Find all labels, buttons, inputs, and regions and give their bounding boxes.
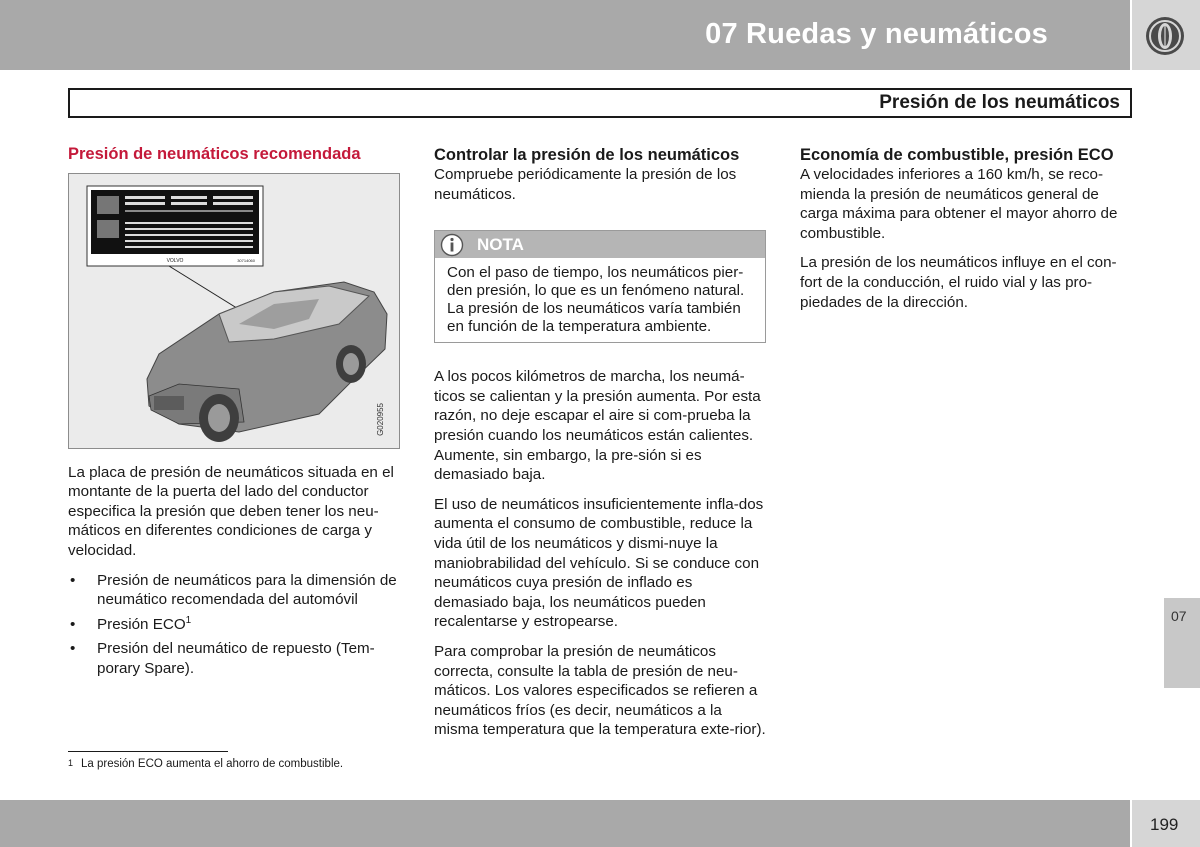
paragraph: A los pocos kilómetros de marcha, los neumá-ticos se calientan y la presión aumenta. Por esta razón, no deje escapar el aire si com-prueba la presión cuando los neumáticos están calientes. Aumente, sin embargo, la pre-sión si es demasiado baja.: [434, 368, 761, 484]
section-title: Presión de los neumáticos: [879, 92, 1120, 113]
bullet-marker: •: [70, 571, 76, 589]
pressure-types-list: [68, 571, 400, 679]
note-text: Con el paso de tiempo, los neumáticos pier-den presión, lo que es un fenómeno natural. La presión de los neumáticos varía también en función de la temperatura ambiente.: [447, 264, 745, 336]
tire-pressure-placard-figure: [68, 173, 400, 449]
footnote-divider: [68, 751, 228, 752]
footnote-mark: 1: [68, 758, 74, 768]
footnote-reference[interactable]: 1: [185, 614, 192, 626]
paragraph: A velocidades inferiores a 160 km/h, se reco-mienda la presión de neumáticos general de carga máxima para obtener el mayor ahorro de combustible.: [800, 166, 1118, 242]
list-item-text: Presión ECO: [97, 615, 186, 633]
list-item-text: Presión del neumático de repuesto (Tem-porary Spare).: [97, 640, 375, 677]
chapter-title: 07 Ruedas y neumáticos: [705, 18, 1048, 50]
column-left: [68, 145, 400, 684]
note-header: [435, 231, 765, 258]
bullet-marker: •: [70, 615, 76, 633]
page-number: 199: [1150, 815, 1179, 834]
figure-code: G020955: [376, 402, 386, 436]
footnote: [68, 758, 343, 770]
list-item: [68, 615, 400, 635]
page-number-box: [1132, 800, 1200, 847]
chapter-header-bar: [0, 0, 1130, 70]
check-pressure-intro: Compruebe periódicamente la presión de los neumáticos.: [434, 166, 737, 203]
placard-brand-label: VOLVO: [166, 257, 184, 264]
chapter-side-tab[interactable]: [1164, 598, 1200, 688]
paragraph: El uso de neumáticos insuficientemente infla-dos aumenta el consumo de combustible, reduce la vida útil de los neumáticos y dismi-nuye la maniobrabilidad del vehículo. Si se conduce con neumáticos cuya presión de inflado es demasiado baja, los neumáticos pueden recalentarse y estropearse.: [434, 495, 764, 631]
recommended-pressure-heading: Presión de neumáticos recomendada: [68, 145, 361, 163]
column-middle: [434, 145, 766, 750]
section-title-bar: [68, 88, 1132, 118]
tire-icon: [1144, 15, 1186, 57]
eco-pressure-heading: Economía de combustible, presión ECO: [800, 146, 1114, 164]
footnote-text: La presión ECO aumenta el ahorro de combustible.: [81, 758, 344, 770]
column-right: [800, 145, 1134, 322]
chapter-side-tab-label: 07: [1171, 608, 1187, 624]
note-label: NOTA: [477, 235, 524, 255]
list-item: [68, 639, 400, 678]
list-item: [68, 571, 400, 610]
note-box: [434, 230, 766, 343]
paragraph: Para comprobar la presión de neumáticos correcta, consulte la tabla de presión de neu-máticos. Los valores especificados se refieren a neumáticos fríos (es decir, neumáticos a la misma temperatura que la temperatura exte-rior).: [434, 642, 766, 739]
car-with-placard-illustration: [69, 174, 399, 448]
info-icon: [440, 233, 464, 257]
placard-paragraph: La placa de presión de neumáticos situada en el montante de la puerta del lado del conductor especifica la presión que deben tener los neu-máticos en diferentes condiciones de carga y velocidad.: [68, 463, 394, 559]
placard-code-label: 30714060: [237, 257, 255, 263]
chapter-icon-box: [1132, 0, 1200, 70]
bullet-marker: •: [70, 640, 76, 658]
check-pressure-heading: Controlar la presión de los neumáticos: [434, 146, 740, 164]
footer-bar: [0, 800, 1130, 847]
list-item-text: Presión de neumáticos para la dimensión de neumático recomendada del automóvil: [97, 571, 397, 609]
paragraph: La presión de los neumáticos influye en el con-fort de la conducción, el ruido vial y las pro-piedades de la dirección.: [800, 254, 1117, 311]
